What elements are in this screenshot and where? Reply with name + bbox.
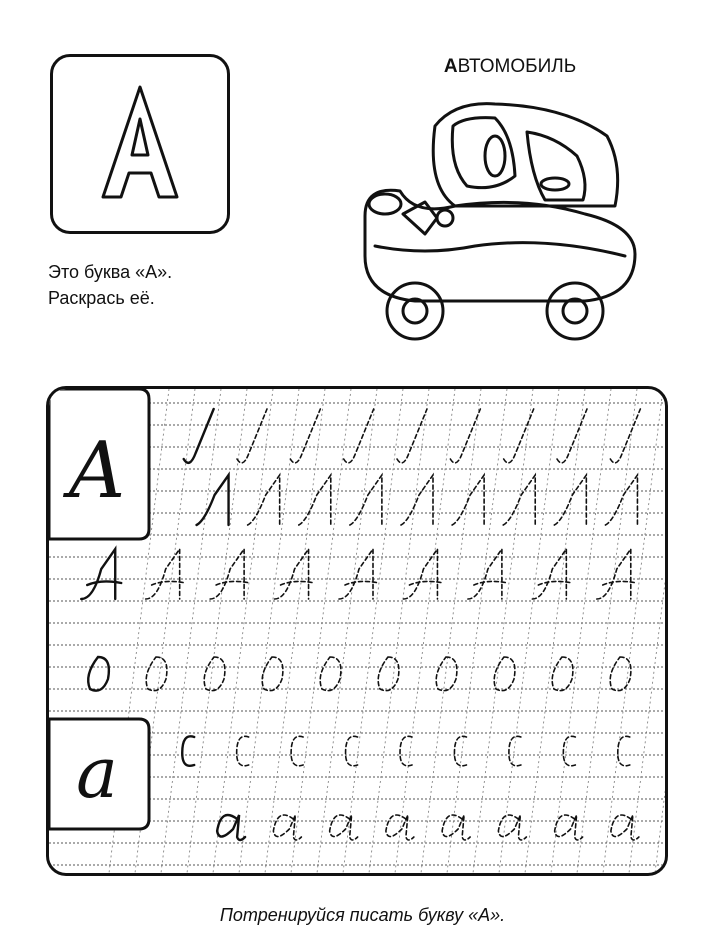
- handwriting-worksheet: [46, 386, 668, 876]
- slant-line: [499, 389, 559, 873]
- trace-glyph-hook-c: [509, 736, 521, 765]
- trace-glyph-stroke-lambda: [401, 475, 433, 525]
- slant-line: [317, 389, 377, 873]
- slant-line: [291, 389, 351, 873]
- trace-glyph-small-a: [330, 815, 358, 840]
- trace-glyph-oval-o: [436, 657, 457, 691]
- trace-glyph-oval-o: [146, 657, 167, 691]
- slant-line: [655, 389, 665, 873]
- trace-glyph-stroke-lambda: [299, 475, 331, 525]
- word-first-letter: А: [443, 56, 458, 77]
- slant-line: [239, 389, 299, 873]
- instruction-line-1: Это буква «А».: [48, 262, 173, 282]
- slant-line: [447, 389, 507, 873]
- trace-glyph-stroke-hook: [184, 409, 214, 463]
- instruction-line-2: Раскрась её.: [48, 288, 155, 308]
- slant-line: [421, 389, 481, 873]
- worksheet-canvas: [49, 389, 665, 873]
- trace-glyph-oval-o: [378, 657, 399, 691]
- trace-glyph-oval-o: [204, 657, 225, 691]
- slant-line: [265, 389, 325, 873]
- lowercase-sample-letter: a: [76, 732, 118, 814]
- trace-glyph-oval-o: [494, 657, 515, 691]
- trace-glyph-stroke-lambda: [248, 475, 280, 525]
- block-letter-a-outline: [53, 57, 227, 231]
- trace-glyph-stroke-hook: [450, 409, 480, 463]
- trace-glyph-stroke-hook: [557, 409, 587, 463]
- trace-glyph-hook-c: [291, 736, 303, 765]
- trace-glyph-stroke-hook: [504, 409, 534, 463]
- uppercase-sample-letter: A: [68, 426, 126, 516]
- trace-glyph-small-a: [273, 815, 301, 840]
- trace-glyph-stroke-hook: [610, 409, 640, 463]
- trace-glyph-stroke-lambda: [197, 475, 229, 525]
- trace-glyph-hook-c: [182, 736, 194, 765]
- letter-card: [50, 54, 230, 234]
- trace-glyph-stroke-hook: [290, 409, 320, 463]
- trace-glyph-oval-o: [320, 657, 341, 691]
- trace-glyph-small-a: [498, 815, 526, 840]
- trace-glyph-stroke-lambda: [605, 475, 637, 525]
- trace-glyph-stroke-lambda: [554, 475, 586, 525]
- trace-glyph-stroke-hook: [237, 409, 267, 463]
- trace-glyph-stroke-hook: [397, 409, 427, 463]
- trace-glyph-hook-c: [618, 736, 630, 765]
- picture-word: [400, 56, 620, 78]
- trace-glyph-oval-o: [552, 657, 573, 691]
- footer-instruction: Потренируйся писать букву «А».: [219, 905, 506, 925]
- trace-glyph-oval-o: [88, 657, 109, 691]
- trace-glyph-hook-c: [346, 736, 358, 765]
- trace-glyph-hook-c: [400, 736, 412, 765]
- trace-glyph-stroke-lambda: [350, 475, 382, 525]
- trace-glyph-small-a: [217, 815, 245, 840]
- slant-line: [525, 389, 585, 873]
- slant-line: [629, 389, 665, 873]
- trace-glyph-stroke-lambda: [503, 475, 535, 525]
- word-rest: ВТОМОБИЛЬ: [457, 56, 577, 77]
- slant-line: [473, 389, 533, 873]
- trace-glyph-small-a: [555, 815, 583, 840]
- slant-line: [577, 389, 637, 873]
- car-icon: [345, 96, 645, 356]
- trace-glyph-stroke-lambda: [452, 475, 484, 525]
- trace-glyph-small-a: [442, 815, 470, 840]
- trace-glyph-hook-c: [237, 736, 249, 765]
